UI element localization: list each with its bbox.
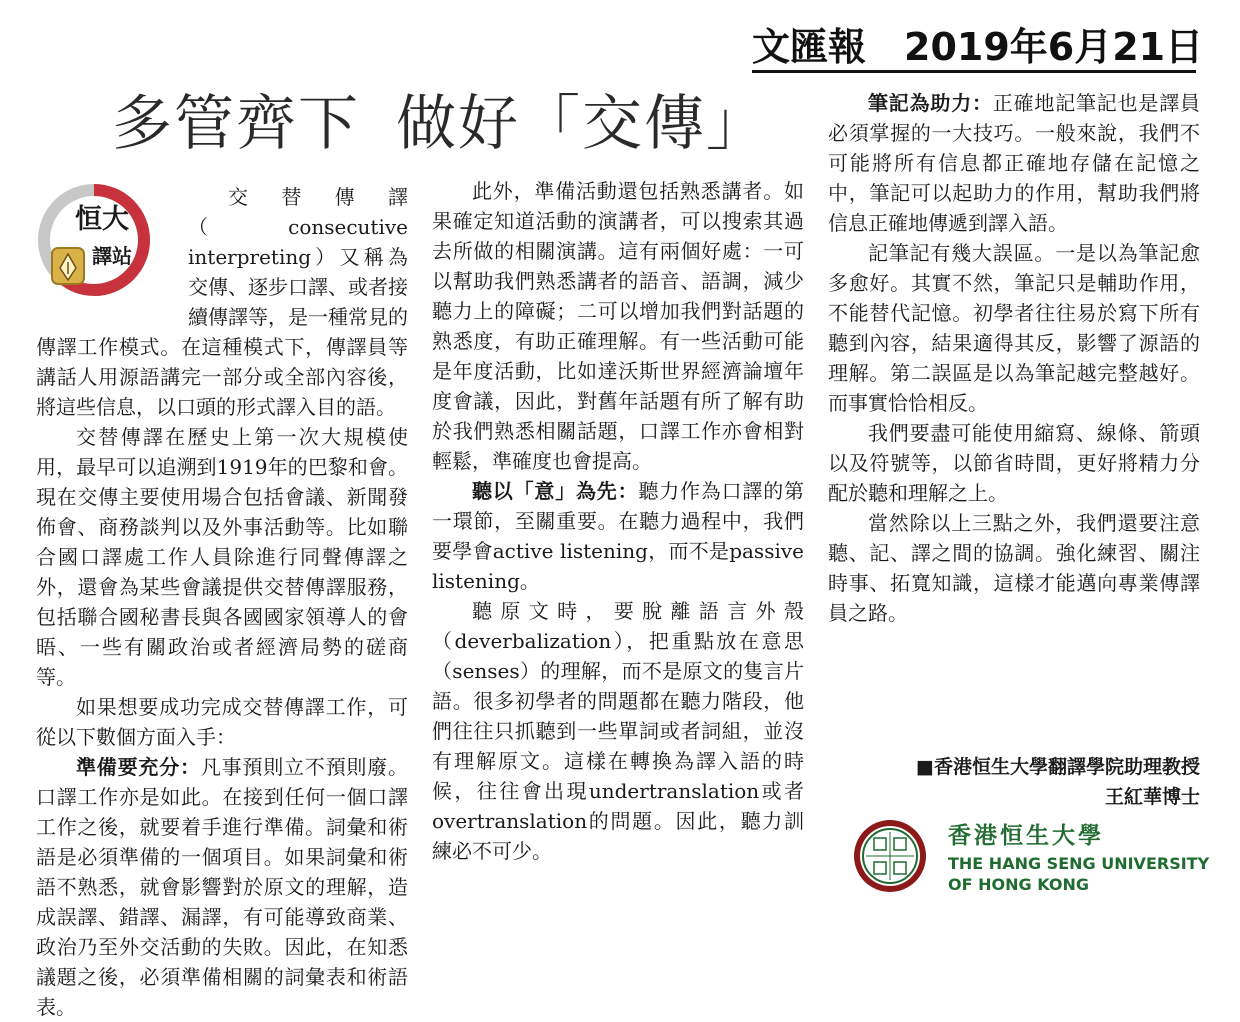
paragraph-preparation: 準備要充分：凡事預則立不預則廢。口譯工作亦是如此。在接到任何一個口譯工作之後，就要着手進行準備。詞彙和術語是必須準備的一個項目。如果詞彙和術語不熟悉，就會影響對於原文的理解，造成誤譯、錯譯、漏譯，有可能導致商業、政治乃至外交活動的失敗。因此，在知悉議題之後，必須準備相關的詞彙表和術語表。 bbox=[36, 755, 409, 1019]
newspaper-name: 文匯報 bbox=[752, 25, 867, 69]
section-heading-notetaking: 筆記為助力： bbox=[868, 91, 993, 115]
section-heading-listening: 聽以「意」為先： bbox=[472, 479, 639, 503]
article-column-1 bbox=[36, 182, 408, 1022]
headline-part-1: 多管齊下 bbox=[112, 89, 360, 159]
paragraph-misconceptions: 記筆記有幾大誤區。一是以為筆記愈多愈好。其實不然，筆記只是輔助作用，不能替代記憶。初學者往往易於寫下所有聽到內容，結果適得其反，影響了源語的理解。第二誤區是以為筆記越完整越好。而事實恰恰相反。 bbox=[828, 241, 1200, 415]
paragraph-abbreviations: 我們要盡可能使用縮寫、線條、箭頭以及符號等，以節省時間，更好將精力分配於聽和理解之上。 bbox=[828, 421, 1200, 505]
university-name-english-line-2: OF HONG KONG bbox=[948, 875, 1089, 894]
author-name: 王紅華博士 bbox=[1104, 786, 1200, 808]
paragraph-speakers: 此外，準備活動還包括熟悉講者。如果確定知道活動的演講者，可以搜索其過去所做的相關演講。這有兩個好處：一可以幫助我們熟悉講者的語音、語調，減少聽力上的障礙；二可以增加我們對話題的熟悉度，有助正確理解。有一些活動可能是年度活動，比如達沃斯世界經濟論壇年度會議，因此，對舊年話題有所了解有助於我們熟悉相關話題，口譯工作亦會相對輕鬆，準確度也會提高。 bbox=[432, 179, 804, 473]
university-seal-icon bbox=[852, 818, 928, 894]
article-column-3 bbox=[828, 88, 1200, 628]
paragraph-approach: 如果想要成功完成交替傳譯工作，可從以下數個方面入手： bbox=[36, 695, 408, 749]
headline-part-2: 做好「交傳」 bbox=[396, 89, 768, 159]
paragraph-intro: 交替傳譯（consecutive interpreting）又稱為交傳、逐步口譯、或者接續傳譯等，是一種常見的傳譯工作模式。在這種模式下，傳譯員等講話人用源語講完一部分或全部內容後，將這些信息，以口頭的形式譯入目的語。 bbox=[36, 185, 408, 419]
badge-subtitle: 譯站 bbox=[92, 244, 132, 268]
headline bbox=[112, 86, 812, 166]
paragraph-listening: 聽以「意」為先：聽力作為口譯的第一環節，至關重要。在聽力過程中，我們要學會active listening，而不是passive listening。 bbox=[432, 479, 805, 593]
paragraph-history: 交替傳譯在歷史上第一次大規模使用，最早可以追溯到1919年的巴黎和會。現在交傳主要使用場合包括會議、新聞發佈會、商務談判以及外事活動等。比如聯合國口譯處工作人員除進行同聲傳譯之外，還會為某些會議提供交替傳譯服務，包括聯合國秘書長與各國國家領導人的會晤、一些有關政治或者經濟局勢的磋商等。 bbox=[36, 425, 408, 689]
paragraph-notetaking: 筆記為助力：正確地記筆記也是譯員必須掌握的一大技巧。一般來說，我們不可能將所有信息都正確地存儲在記憶之中，筆記可以起助力的作用，幫助我們將信息正確地傳遞到譯入語。 bbox=[828, 91, 1201, 235]
paragraph-conclusion: 當然除以上三點之外，我們還要注意聽、記、譯之間的協調。強化練習、關注時事、拓寬知識，這樣才能邁向專業傳譯員之路。 bbox=[828, 511, 1200, 625]
author-affiliation: ■香港恒生大學翻譯學院助理教授 bbox=[916, 756, 1200, 778]
publication-date: 2019年6月21日 bbox=[904, 25, 1204, 69]
paragraph-deverbalization: 聽原文時，要脫離語言外殼（deverbalization），把重點放在意思（senses）的理解，而不是原文的隻言片語。很多初學者的問題都在聽力階段，他們往往只抓聽到一些單詞或者詞組，並沒有理解原文。這樣在轉換為譯入語的時候，往往會出現undertranslation或者overtranslation的問題。因此，聽力訓練必不可少。 bbox=[432, 599, 804, 863]
article-column-2 bbox=[432, 176, 804, 866]
badge-title: 恒大 bbox=[75, 204, 129, 235]
section-heading-preparation: 準備要充分： bbox=[76, 755, 201, 779]
masthead bbox=[752, 25, 1204, 73]
university-name-english-line-1: THE HANG SENG UNIVERSITY bbox=[948, 854, 1210, 873]
university-name-chinese: 香港恒生大學 bbox=[948, 823, 1104, 849]
